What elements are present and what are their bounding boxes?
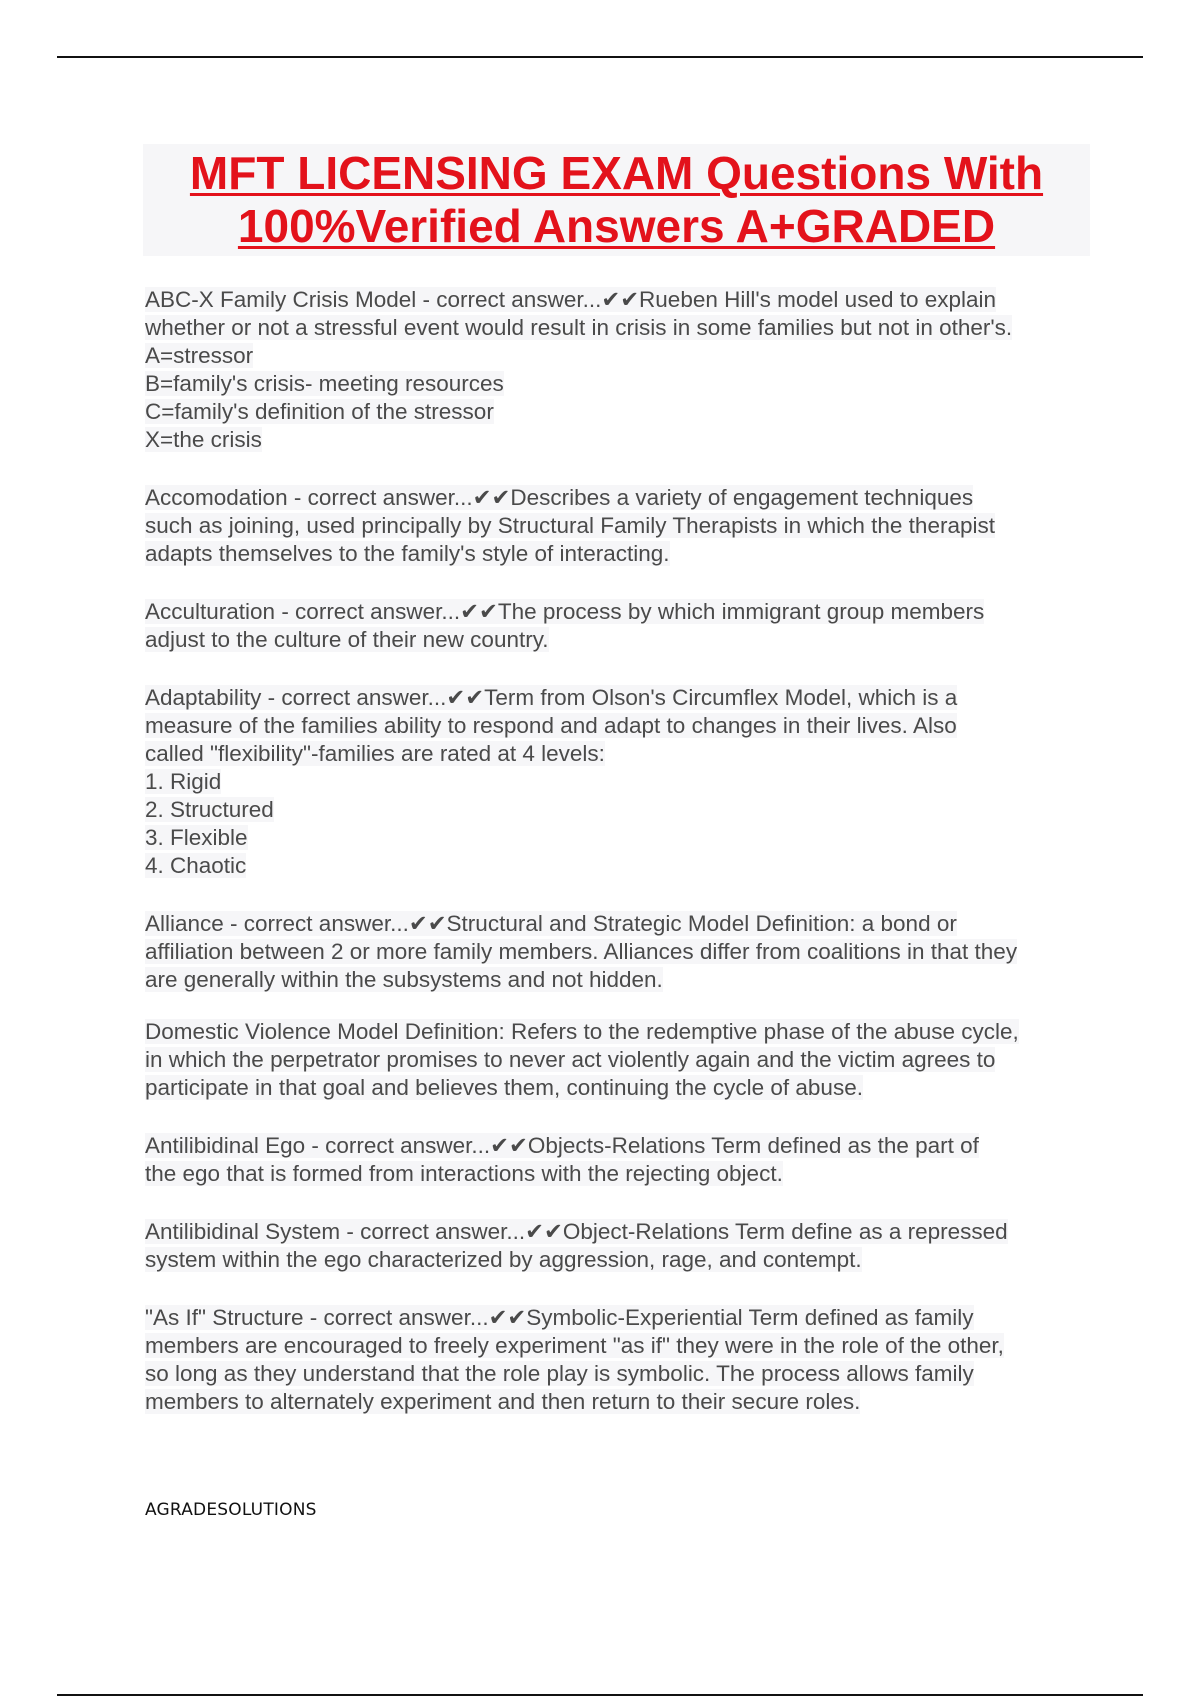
document-title xyxy=(143,144,1090,256)
entry-adaptability xyxy=(145,684,1095,880)
entry-line: 3. Flexible xyxy=(145,825,248,850)
entry-as-if-structure xyxy=(145,1304,1095,1416)
entry-line: 1. Rigid xyxy=(145,769,222,794)
entry-line: 2. Structured xyxy=(145,797,274,822)
entry-line: C=family's definition of the stressor xyxy=(145,399,494,424)
entry-line: whether or not a stressful event would result in crisis in some families but not in other's. xyxy=(145,315,1013,340)
entry-line: in which the perpetrator promises to never act violently again and the victim agrees to xyxy=(145,1047,996,1072)
entry-line: members to alternately experiment and then return to their secure roles. xyxy=(145,1389,861,1414)
bottom-rule xyxy=(57,1694,1143,1696)
entry-line: system within the ego characterized by aggression, rage, and contempt. xyxy=(145,1247,862,1272)
entry-line: members are encouraged to freely experiment "as if" they were in the role of the other, xyxy=(145,1333,1004,1358)
entry-line: Antilibidinal Ego - correct answer...✔✔Objects-Relations Term defined as the part of xyxy=(145,1133,979,1158)
entry-line: adjust to the culture of their new country. xyxy=(145,627,549,652)
entry-line: the ego that is formed from interactions with the rejecting object. xyxy=(145,1161,783,1186)
entry-line: Antilibidinal System - correct answer...✔✔Object-Relations Term define as a repressed xyxy=(145,1219,1008,1244)
entry-domestic-violence xyxy=(145,1018,1095,1102)
entry-abcx xyxy=(145,286,1095,454)
entry-line: participate in that goal and believes them, continuing the cycle of abuse. xyxy=(145,1075,863,1100)
entry-line: Alliance - correct answer...✔✔Structural and Strategic Model Definition: a bond or xyxy=(145,911,957,936)
entry-line: B=family's crisis- meeting resources xyxy=(145,371,504,396)
entry-line: "As If" Structure - correct answer...✔✔Symbolic-Experiential Term defined as family xyxy=(145,1305,974,1330)
entry-line: Acculturation - correct answer...✔✔The process by which immigrant group members xyxy=(145,599,985,624)
entry-line: adapts themselves to the family's style of interacting. xyxy=(145,541,670,566)
entry-line: such as joining, used principally by Structural Family Therapists in which the therapist xyxy=(145,513,995,538)
entry-line: 4. Chaotic xyxy=(145,853,247,878)
entry-line: called "flexibility"-families are rated at 4 levels: xyxy=(145,741,605,766)
entry-line: Domestic Violence Model Definition: Refers to the redemptive phase of the abuse cycle, xyxy=(145,1019,1019,1044)
entry-antilibidinal-system xyxy=(145,1218,1095,1274)
top-rule xyxy=(57,56,1143,58)
entry-accomodation xyxy=(145,484,1095,568)
entry-line: Accomodation - correct answer...✔✔Describes a variety of engagement techniques xyxy=(145,485,974,510)
title-line-1: MFT LICENSING EXAM Questions With xyxy=(189,147,1044,199)
title-line-2: 100%Verified Answers A+GRADED xyxy=(237,200,996,252)
entry-line: so long as they understand that the role play is symbolic. The process allows family xyxy=(145,1361,974,1386)
entry-line: A=stressor xyxy=(145,343,254,368)
entry-acculturation xyxy=(145,598,1095,654)
flashcard-list xyxy=(145,286,1095,1416)
entry-line: X=the crisis xyxy=(145,427,262,452)
entry-alliance xyxy=(145,910,1095,994)
entry-line: are generally within the subsystems and not hidden. xyxy=(145,967,663,992)
entry-line: affiliation between 2 or more family members. Alliances differ from coalitions in that they xyxy=(145,939,1018,964)
entry-line: Adaptability - correct answer...✔✔Term from Olson's Circumflex Model, which is a xyxy=(145,685,958,710)
entry-line: measure of the families ability to respond and adapt to changes in their lives. Also xyxy=(145,713,957,738)
entry-line: ABC-X Family Crisis Model - correct answer...✔✔Rueben Hill's model used to explain xyxy=(145,287,997,312)
footer-brand: AGRADESOLUTIONS xyxy=(145,1500,317,1520)
entry-antilibidinal-ego xyxy=(145,1132,1095,1188)
